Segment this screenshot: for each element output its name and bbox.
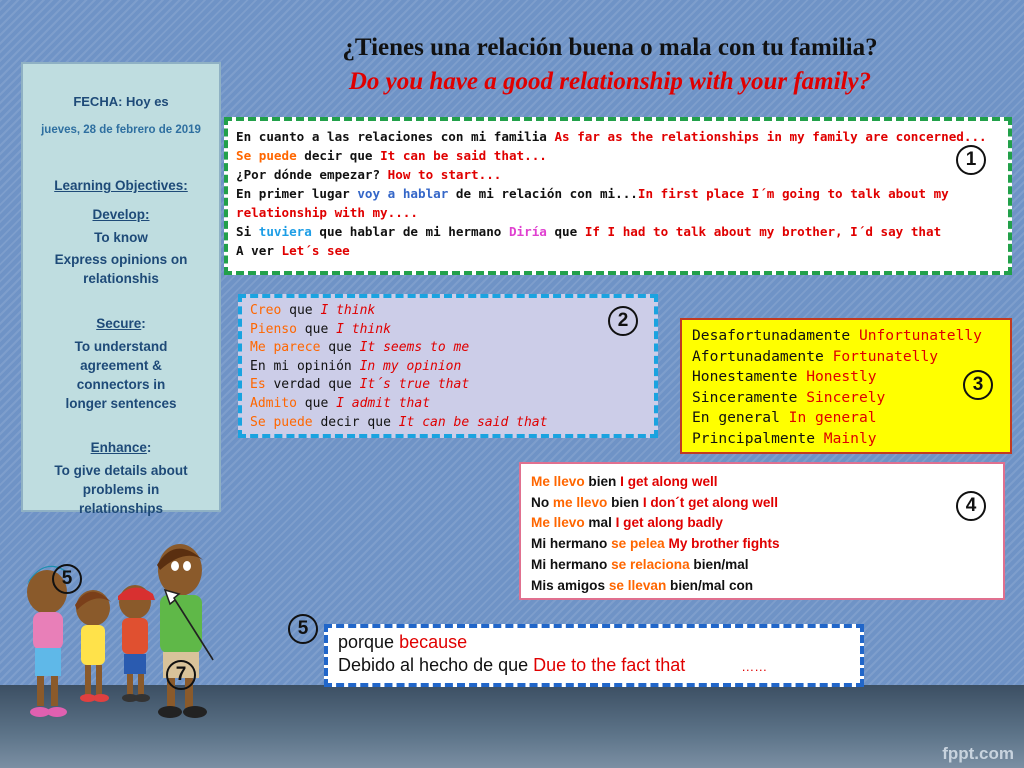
- opinion-row: [250, 321, 646, 340]
- family-illustration: [15, 530, 230, 725]
- develop-title: Develop:: [92, 207, 150, 222]
- enhance-item: To give details about: [54, 463, 188, 478]
- connector-es: porque: [338, 632, 400, 652]
- phrase-es: En cuanto a las relaciones con mi familia: [236, 129, 555, 144]
- phrase-line: [236, 165, 1000, 184]
- badge-3: 3: [963, 370, 993, 400]
- phrase-es: En primer lugar: [236, 186, 358, 201]
- verb-en: My brother fights: [668, 536, 780, 552]
- opinion-en: It seems to me: [359, 340, 470, 356]
- verb-text: bien: [607, 494, 643, 510]
- connectors-box: [324, 624, 864, 687]
- adverb-en: Unfortunatelly: [858, 327, 982, 344]
- objectives-panel: [21, 62, 221, 516]
- opinion-es: Admito: [250, 395, 297, 411]
- phrase-es-highlight: tuviera: [258, 224, 312, 239]
- phrase-line: [236, 241, 1000, 260]
- verb-row: [531, 513, 993, 534]
- adverb-en: Sincerely: [806, 388, 886, 406]
- phrase-en: It can be said that...: [380, 148, 547, 163]
- secure-item: To understand: [74, 339, 168, 354]
- verb-text: Mi hermano: [531, 536, 612, 552]
- opinion-en: In my opinion: [359, 358, 462, 374]
- opinion-es: Pienso: [250, 321, 297, 337]
- verb-row: [531, 493, 993, 514]
- secure-item: connectors in: [76, 377, 166, 392]
- phrase-line: [236, 184, 1000, 203]
- objectives-title: Learning Objectives:: [54, 178, 188, 193]
- opinion-en: It´s true that: [359, 377, 470, 393]
- phrase-en: How to start...: [387, 167, 502, 182]
- opinion-row: [250, 302, 646, 321]
- adverb-row: [692, 388, 1000, 409]
- opinion-connector: que: [281, 303, 321, 318]
- connector-row: [338, 654, 850, 678]
- phrase-es: que: [546, 224, 585, 239]
- connector-en: Due to the fact that: [533, 655, 686, 675]
- verb-text: mal: [584, 515, 616, 531]
- verb-en: I get along well: [620, 474, 718, 489]
- connector-es: Debido al hecho de que: [338, 655, 534, 675]
- verb-en: I get along badly: [615, 515, 723, 531]
- secure-item: longer sentences: [65, 396, 177, 411]
- phrase-en: As far as the relationships in my family are concerned...: [554, 129, 987, 144]
- develop-item: Express opinions on: [54, 252, 188, 267]
- adverb-es: Afortunadamente: [692, 347, 833, 365]
- opinion-es: Es: [250, 377, 266, 393]
- opinion-connector: verdad que: [265, 377, 360, 393]
- verb-es: Me llevo: [531, 474, 585, 489]
- opinion-es: Me parece: [250, 340, 321, 356]
- adverb-row: [692, 408, 1000, 429]
- opinion-connector: que: [296, 321, 337, 337]
- develop-item: relationshis: [83, 271, 159, 286]
- relationship-verbs-box: [519, 462, 1005, 600]
- opinion-es: En mi opinión: [250, 358, 352, 374]
- phrase-line: [236, 127, 1000, 146]
- adverb-row: [692, 326, 1000, 347]
- verb-es: se relaciona: [611, 556, 690, 572]
- adverb-en: Mainly: [823, 429, 877, 447]
- phrase-line: [236, 146, 1000, 165]
- adverb-en: In general: [788, 409, 877, 426]
- badge-6: 5: [52, 564, 82, 594]
- verb-text: bien: [584, 474, 621, 489]
- phrase-es: ¿Por dónde empezar?: [236, 167, 388, 182]
- adverb-row: [692, 429, 1000, 450]
- verb-text: bien/mal con: [666, 577, 754, 593]
- brand-watermark: fppt.com: [942, 744, 1014, 763]
- adverb-row: [692, 367, 1000, 388]
- enhance-item: relationships: [78, 501, 164, 516]
- verb-en: I don´t get along well: [642, 494, 778, 510]
- phrase-en: In first place I´m going to talk about my: [637, 186, 949, 201]
- opinion-row: [250, 339, 646, 358]
- badge-4: 4: [956, 491, 986, 521]
- opinion-en: It can be said that: [398, 414, 548, 430]
- connector-row: [338, 631, 850, 654]
- enhance-item: problems in: [82, 482, 160, 497]
- phrase-es: que hablar de mi hermano: [311, 224, 509, 239]
- phrase-en: If I had to talk about my brother, I´d say that: [584, 224, 942, 239]
- verb-row: [531, 472, 993, 493]
- opinion-row: [250, 358, 646, 377]
- adverb-en: Fortunatelly: [832, 347, 939, 365]
- phrase-line: [236, 222, 1000, 241]
- verb-text: Mis amigos: [531, 577, 609, 593]
- connector-en: because: [399, 632, 468, 652]
- phrase-es-highlight: Se puede: [236, 148, 297, 163]
- date-label: FECHA: Hoy es: [73, 94, 169, 109]
- opinion-phrases-box: [238, 294, 658, 438]
- phrase-es: Si: [236, 224, 259, 239]
- verb-es: se pelea: [611, 536, 665, 552]
- badge-2: 2: [608, 306, 638, 336]
- develop-item: To know: [94, 230, 148, 245]
- page-title-spanish: ¿Tienes una relación buena o mala con tu familia?: [342, 34, 878, 61]
- opinion-row: [250, 376, 646, 395]
- opinion-en: I think: [336, 321, 391, 337]
- verb-text: No: [531, 494, 553, 510]
- phrase-line: relationship with my....: [236, 205, 418, 220]
- secure-title-text: Secure: [96, 316, 142, 331]
- opinion-connector: que: [320, 340, 360, 356]
- opinion-row: [250, 414, 646, 433]
- date-value: jueves, 28 de febrero de 2019: [41, 124, 201, 136]
- adverb-es: Sinceramente: [692, 388, 807, 406]
- verb-text: Mi hermano: [531, 556, 612, 572]
- phrase-es: de mi relación con mi...: [448, 186, 638, 201]
- opinion-en: I admit that: [336, 395, 431, 411]
- opinion-row: [250, 395, 646, 414]
- phrase-en: Let´s see: [281, 243, 350, 258]
- secure-item: agreement &: [80, 358, 162, 373]
- opinion-connector: [352, 359, 360, 374]
- verb-row: [531, 576, 993, 597]
- opinion-en: I think: [320, 303, 376, 318]
- opinion-es: Se puede: [250, 414, 313, 430]
- opinion-connector: que: [296, 395, 337, 411]
- adverb-en: Honestly: [806, 368, 877, 385]
- badge-7: 7: [166, 660, 196, 690]
- verb-es: se llevan: [608, 577, 667, 593]
- enhance-title: Enhance:: [90, 440, 152, 455]
- adverb-es: Honestamente: [692, 368, 807, 385]
- verb-row: [531, 534, 993, 555]
- opinion-es: Creo: [250, 303, 282, 318]
- badge-5: 5: [288, 614, 318, 644]
- phrase-es: decir que: [296, 148, 381, 163]
- phrase-es-highlight: voy a hablar: [357, 186, 449, 201]
- phrase-es-highlight: Diría: [508, 224, 547, 239]
- verb-es: me llevo: [552, 494, 608, 510]
- verb-es: Me llevo: [531, 515, 585, 531]
- badge-1: 1: [956, 145, 986, 175]
- secure-title: Secure:: [96, 316, 146, 331]
- verb-row: [531, 555, 993, 576]
- starter-phrases-box: [224, 117, 1012, 275]
- verb-text: bien/mal: [689, 556, 749, 572]
- connector-ellipsis: ……: [741, 659, 768, 674]
- enhance-title-text: Enhance: [90, 440, 147, 455]
- page-title-english: Do you have a good relationship with your family?: [348, 68, 872, 95]
- phrase-es: A ver: [236, 243, 282, 258]
- opinion-connector: decir que: [312, 414, 399, 430]
- adverb-es: Desafortunadamente: [692, 327, 859, 344]
- adverb-row: [692, 347, 1000, 368]
- adverb-es: En general: [692, 409, 789, 426]
- adverb-es: Principalmente: [692, 429, 824, 447]
